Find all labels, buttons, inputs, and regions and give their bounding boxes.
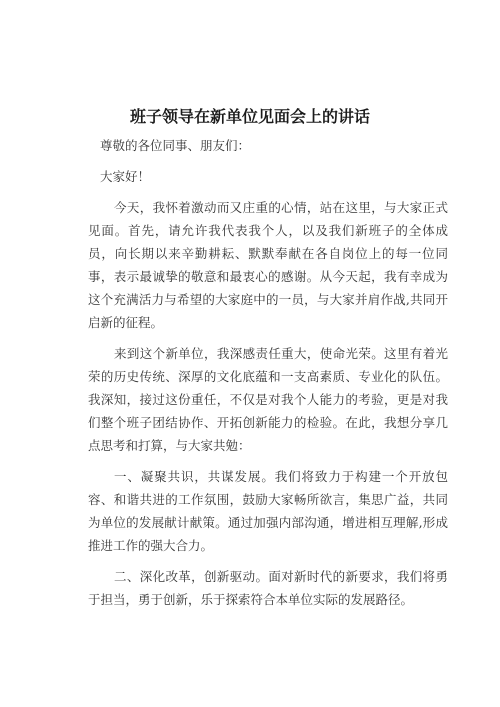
paragraph-1: 今天，我怀着激动而又庄重的心情，站在这里，与大家正式见面。首先，请允许我代表我个人，以及我们新班子的全体成员，向长期以来辛勤耕耘、默默奉献在各自岗位上的每一位同事，表示最诚挚的敬意和最衷心的感谢。从今天起，我有幸成为这个充满活力与希望的大家庭中的一员，与大家并肩作战,共同开启新的征程。 xyxy=(88,200,448,330)
salutation: 尊敬的各位同事、朋友们： xyxy=(100,138,251,153)
greeting: 大家好！ xyxy=(100,169,151,184)
document-body xyxy=(88,134,448,619)
paragraph-4: 二、深化改革，创新驱动。面对新时代的新要求，我们将勇于担当，勇于创新，乐于探索符合本单位实际的发展路径。 xyxy=(88,569,448,607)
paragraph-3: 一、凝聚共识，共谋发展。我们将致力于构建一个开放包容、和谐共进的工作氛围，鼓励大家畅所欲言，集思广益，共同为单位的发展献计献策。通过加强内部沟通，增进相互理解,形成推进工作的强大合力。 xyxy=(88,469,448,553)
document-title: 班子领导在新单位见面会上的讲话 xyxy=(129,107,370,126)
paragraph-2: 来到这个新单位，我深感责任重大，使命光荣。这里有着光荣的历史传统、深厚的文化底蕴和一支高素质、专业化的队伍。我深知，接过这份重任，不仅是对我个人能力的考验，更是对我们整个班子团结协作、开拓创新能力的检验。在此，我想分享几点思考和打算，与大家共勉： xyxy=(88,346,448,453)
